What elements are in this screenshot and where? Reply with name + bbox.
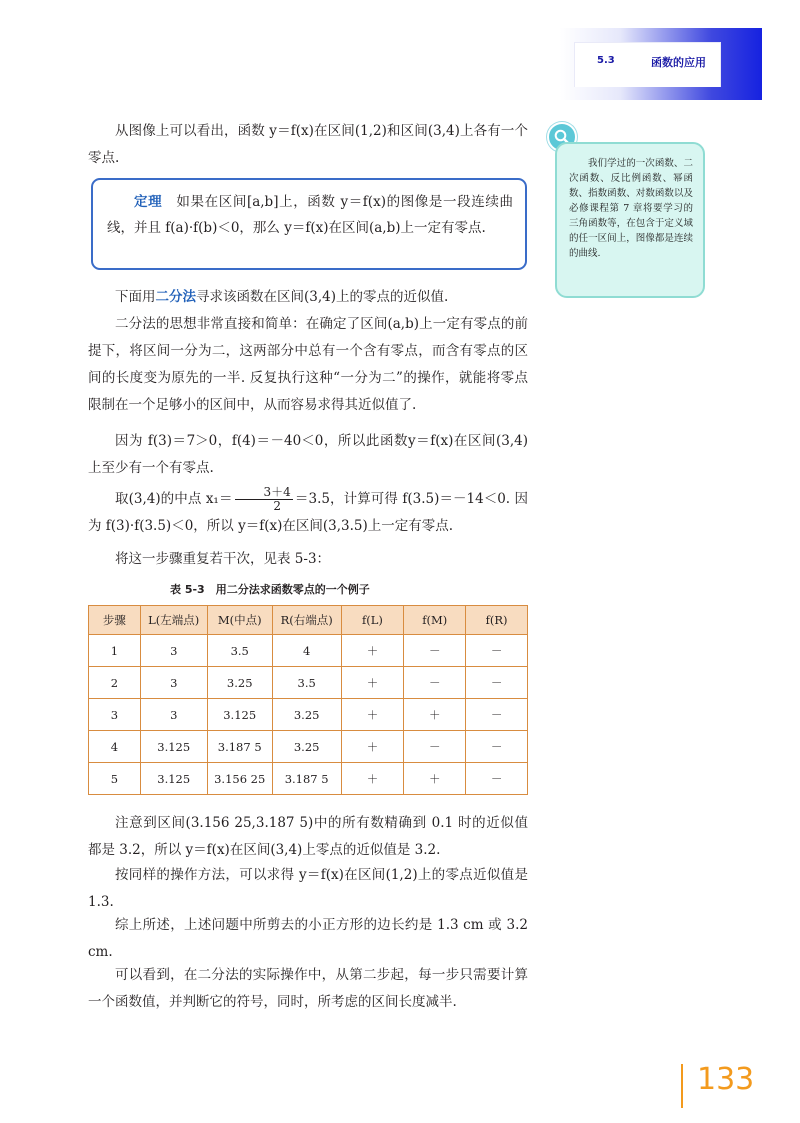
- table-cell: ＋: [404, 699, 466, 731]
- page-number: 133: [697, 1062, 755, 1097]
- table-caption: 表 5-3 用二分法求函数零点的一个例子: [170, 583, 370, 596]
- table-cell: ＋: [341, 635, 404, 667]
- table-cell: 3.5: [272, 667, 341, 699]
- theorem-label: 定理: [134, 194, 163, 210]
- table-row: [89, 667, 528, 699]
- sidebar-note: [555, 142, 705, 298]
- table-header-row: [89, 606, 528, 635]
- table-row: [89, 635, 528, 667]
- paragraph-repeat: 将这一步骤重复若干次，见表 5-3：: [115, 551, 331, 567]
- section-header: [574, 42, 721, 87]
- table-cell: －: [466, 699, 528, 731]
- paragraph-intro-text: 从图像上可以看出，函数 y＝f(x)在区间(1,2)和区间(3,4)上各有一个零点.: [88, 123, 528, 166]
- paragraph-midpoint: [88, 486, 528, 540]
- table-cell: ＋: [404, 763, 466, 795]
- header-cell: L(左端点): [140, 606, 207, 635]
- table-cell: －: [466, 635, 528, 667]
- paragraph-sign-check: 因为 f(3)＝7＞0，f(4)＝－40＜0，所以此函数y＝f(x)在区间(3,4)上至少有一个有零点.: [88, 433, 528, 476]
- table-row: [89, 731, 528, 763]
- table-cell: ＋: [341, 763, 404, 795]
- table-cell: 3.125: [140, 763, 207, 795]
- table-row: [89, 699, 528, 731]
- midpoint-fraction: [235, 486, 293, 513]
- paragraph-intro: [88, 118, 528, 172]
- theorem-text: [107, 189, 513, 241]
- table-cell: 3.25: [272, 731, 341, 763]
- p2-before: 下面用: [115, 289, 156, 305]
- table-cell: 3: [140, 635, 207, 667]
- table-cell: 3.187 5: [272, 763, 341, 795]
- table-cell: 5: [89, 763, 141, 795]
- table-cell: ＋: [341, 731, 404, 763]
- table-cell: 3.125: [207, 699, 272, 731]
- section-title: 函数的应用: [651, 56, 706, 69]
- theorem-body: 如果在区间[a,b]上，函数 y＝f(x)的图像是一段连续曲线，并且 f(a)·f(b)＜0，那么 y＝f(x)在区间(a,b)上一定有零点.: [107, 194, 514, 236]
- p2-after: 寻求该函数在区间(3,4)上的零点的近似值.: [196, 289, 449, 305]
- table-cell: －: [404, 635, 466, 667]
- paragraph-conclusion: 综上所述，上述问题中所剪去的小正方形的边长约是 1.3 cm 或 3.2 cm.: [88, 917, 528, 960]
- table-cell: －: [404, 731, 466, 763]
- table-cell: 3.156 25: [207, 763, 272, 795]
- table-cell: 3.25: [207, 667, 272, 699]
- p5-after: ＝3.5，计算可得 f(3.5)＝－14＜0. 因为 f(3)·f(3.5)＜0，所以 y＝f(x)在区间(3,3.5)上一定有零点.: [88, 491, 528, 534]
- theorem-box: [91, 178, 527, 270]
- table-cell: －: [466, 667, 528, 699]
- table-cell: －: [404, 667, 466, 699]
- fraction-numerator: 3＋4: [235, 486, 293, 500]
- header-cell: f(M): [404, 606, 466, 635]
- paragraph-bisection-intro: [88, 284, 528, 311]
- table-cell: 3: [140, 699, 207, 731]
- table-cell: ＋: [341, 667, 404, 699]
- table-cell: 3.187 5: [207, 731, 272, 763]
- section-number: 5.3: [597, 55, 615, 66]
- keyword-bisection: 二分法: [155, 289, 196, 305]
- fraction-denominator: 2: [273, 499, 281, 513]
- table-cell: ＋: [341, 699, 404, 731]
- page-number-rule: [681, 1064, 683, 1108]
- table-cell: 1: [89, 635, 141, 667]
- table-cell: 4: [89, 731, 141, 763]
- header-cell: f(L): [341, 606, 404, 635]
- header-cell: f(R): [466, 606, 528, 635]
- table-cell: 3.5: [207, 635, 272, 667]
- table-cell: 4: [272, 635, 341, 667]
- paragraph-second-zero: 按同样的操作方法，可以求得 y＝f(x)在区间(1,2)上的零点近似值是 1.3.: [88, 867, 528, 910]
- header-cell: 步骤: [89, 606, 141, 635]
- paragraph-approximation: 注意到区间(3.156 25,3.187 5)中的所有数精确到 0.1 时的近似值都是 3.2，所以 y＝f(x)在区间(3,4)上零点的近似值是 3.2.: [88, 815, 528, 858]
- table-cell: 3: [89, 699, 141, 731]
- table-cell: －: [466, 763, 528, 795]
- p5-before: 取(3,4)的中点 x₁＝: [115, 491, 233, 507]
- table-cell: 3.25: [272, 699, 341, 731]
- header-cell: M(中点): [207, 606, 272, 635]
- table-cell: 2: [89, 667, 141, 699]
- paragraph-summary: 可以看到，在二分法的实际操作中，从第二步起，每一步只需要计算一个函数值，并判断它的符号，同时，所考虑的区间长度减半.: [88, 967, 528, 1010]
- sidebar-note-text: 我们学过的一次函数、二次函数、反比例函数、幂函数、指数函数、对数函数以及必修课程第 7 章将要学习的三角函数等，在包含于定义域的任一区间上，图像都是连续的曲线.: [569, 158, 693, 259]
- header-cell: R(右端点): [272, 606, 341, 635]
- table-cell: 3.125: [140, 731, 207, 763]
- table-cell: 3: [140, 667, 207, 699]
- table-cell: －: [466, 731, 528, 763]
- paragraph-bisection-idea: 二分法的思想非常直接和简单：在确定了区间(a,b)上一定有零点的前提下，将区间一分为二，这两部分中总有一个含有零点，而含有零点的区间的长度变为原先的一半. 反复执行这种“一分为二”的操作，就能将零点限制在一个足够小的区间中，从而容易求得其近似值了.: [88, 316, 528, 413]
- bisection-table: [88, 605, 528, 795]
- table-row: [89, 763, 528, 795]
